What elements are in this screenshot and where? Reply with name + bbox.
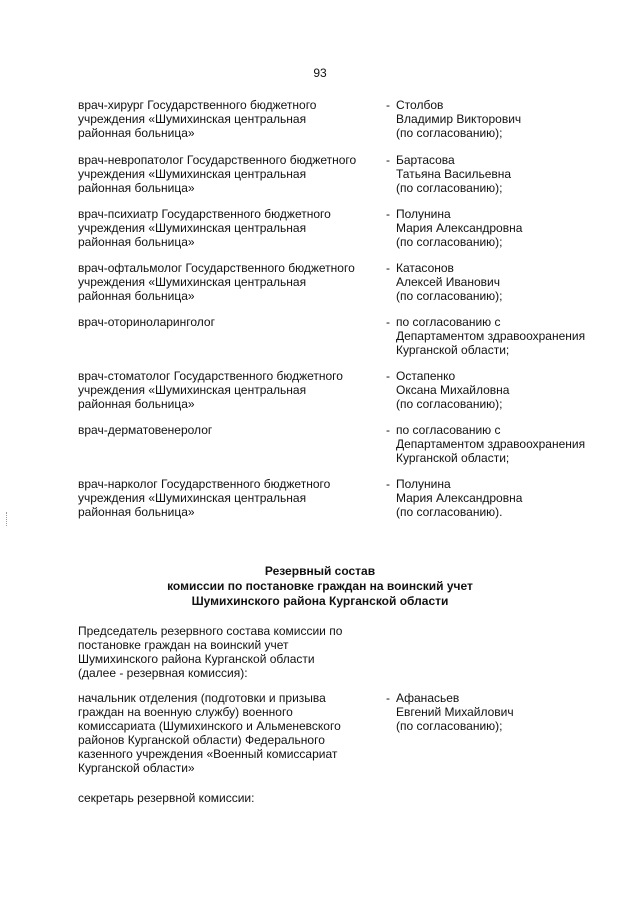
member-role: врач-хирург Государственного бюджетного учреждения «Шумихинская центральная районная больница» xyxy=(78,98,317,140)
member-name: Бартасова Татьяна Васильевна (по согласованию); xyxy=(396,153,512,195)
member-name: Остапенко Оксана Михайловна (по согласованию); xyxy=(396,369,510,411)
member-name: по согласованию с Департаментом здравоохранения Курганской области; xyxy=(396,423,586,465)
member-name: по согласованию с Департаментом здравоохранения Курганской области; xyxy=(396,315,586,357)
member-role: врач-нарколог Государственного бюджетного учреждения «Шумихинская центральная районная больница» xyxy=(78,477,331,519)
dash: - xyxy=(386,153,390,167)
member-name: Катасонов Алексей Иванович (по согласованию); xyxy=(396,261,503,303)
secretary-text: секретарь резервной комиссии: xyxy=(78,791,255,805)
member-role: врач-невропатолог Государственного бюджетного учреждения «Шумихинская центральная районная больница» xyxy=(78,153,357,195)
member-name: Столбов Владимир Викторович (по согласованию); xyxy=(396,98,522,140)
page-number: 93 xyxy=(313,66,327,80)
chair-text: Председатель резервного состава комиссии по постановке граждан на воинский учет Шумихинского района Курганской области (далее - резервная комиссия): xyxy=(78,624,343,680)
dash: - xyxy=(386,98,390,112)
dash: - xyxy=(386,423,390,437)
member-role: начальник отделения (подготовки и призыва граждан на военную службу) военного комиссариата (Шумихинского и Альменевского районов Курганской области) Федерального казенного учреждения «Военный комиссариат Курганской области» xyxy=(78,691,341,775)
dash: - xyxy=(386,207,390,221)
reserve-section-title: Резервный состав комиссии по постановке граждан на воинский учет Шумихинского района Курганской области xyxy=(167,564,473,608)
dash: - xyxy=(386,691,390,705)
member-role: врач-стоматолог Государственного бюджетного учреждения «Шумихинская центральная районная больница» xyxy=(78,369,343,411)
dash: - xyxy=(386,477,390,491)
member-role: врач-дерматовенеролог xyxy=(78,423,213,437)
dash: - xyxy=(386,369,390,383)
member-name: Полунина Мария Александровна (по согласованию). xyxy=(396,477,523,519)
margin-mark xyxy=(6,512,9,526)
dash: - xyxy=(386,315,390,329)
member-name: Афанасьев Евгений Михайлович (по согласованию); xyxy=(396,691,514,733)
member-name: Полунина Мария Александровна (по согласованию); xyxy=(396,207,523,249)
member-role: врач-оториноларинголог xyxy=(78,315,215,329)
member-role: врач-психиатр Государственного бюджетного учреждения «Шумихинская центральная районная больница» xyxy=(78,207,331,249)
dash: - xyxy=(386,261,390,275)
member-role: врач-офтальмолог Государственного бюджетного учреждения «Шумихинская центральная районная больница» xyxy=(78,261,355,303)
